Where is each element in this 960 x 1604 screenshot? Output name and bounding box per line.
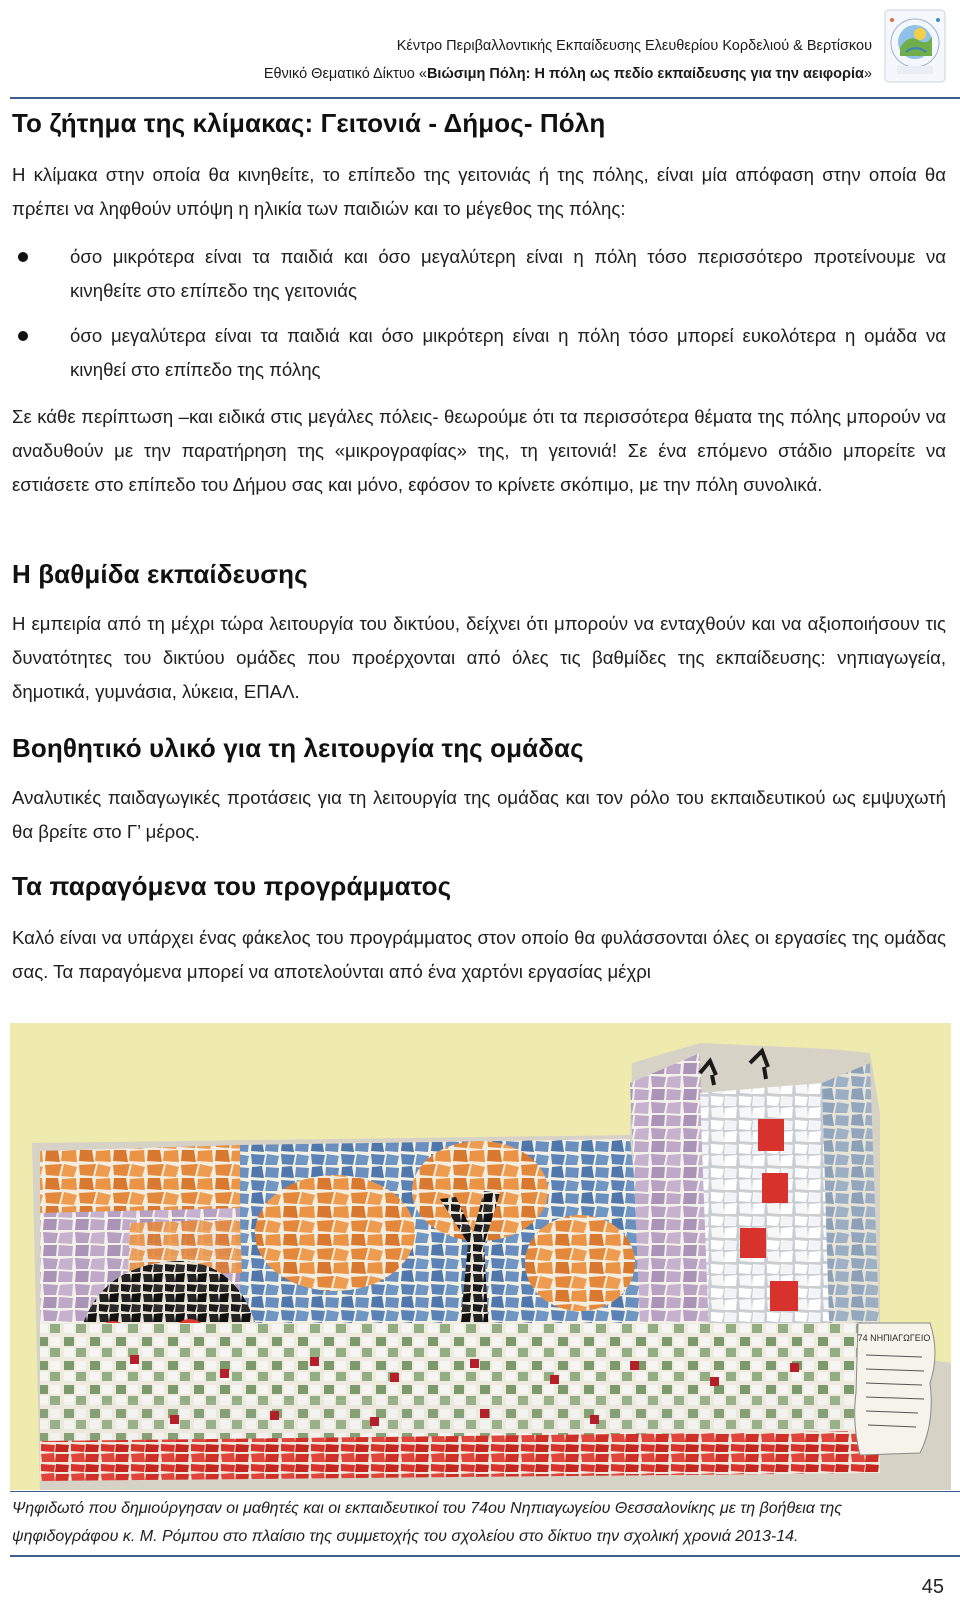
heading-support-material: Βοηθητικό υλικό για τη λειτουργία της ομάδας <box>12 733 584 763</box>
heading-scale: Το ζήτημα της κλίμακας: Γειτονιά - Δήμος- Πόλη <box>12 108 606 138</box>
paragraph-program-products: Καλό είναι να υπάρχει ένας φάκελος του προγράμματος στον οποίο θα φυλάσσονται όλες οι εργασίες της ομάδας σας. Τα παραγόμενα μπορεί να αποτελούνται από ένα χαρτόνι εργασίας μέχρι <box>12 927 946 982</box>
header-network-title: Βιώσιμη Πόλη: Η πόλη ως πεδίο εκπαίδευσης για την αειφορία <box>426 66 864 82</box>
paragraph-scale-intro: Η κλίμακα στην οποία θα κινηθείτε, το επίπεδο της γειτονιάς ή της πόλης, είναι μία απόφαση στην οποία θα πρέπει να ληφθούν υπόψη η ηλικία των παιδιών και το μέγεθος της πόλης: <box>12 164 946 219</box>
figure-caption: Ψηφιδωτό που δημιούργησαν οι μαθητές και οι εκπαιδευτικοί του 74ου Νηπιαγωγείου Θεσσαλονίκης με τη βοήθεια της ψηφιδογράφου κ. Μ. Ρόμπου στο πλαίσιο της συμμετοχής του σχολείου στο δίκτυο την σχολική χρονιά 2013-14. <box>12 1500 842 1545</box>
mosaic-plaque <box>855 1323 935 1455</box>
bullet-icon <box>18 331 28 341</box>
mosaic-photo <box>10 1023 951 1490</box>
page-number: 45 <box>921 1576 944 1598</box>
list-item: όσο μεγαλύτερα είναι τα παιδιά και όσο μικρότερη είναι η πόλη τόσο μπορεί ευκολότερα η ομάδα να κινηθεί στο επίπεδο της πόλης <box>70 325 946 380</box>
header-rule <box>10 97 960 99</box>
header-network-prefix: Εθνικό Θεματικό Δίκτυο « <box>263 66 427 82</box>
heading-program-products: Τα παραγόμενα του προγράμματος <box>12 871 452 901</box>
paragraph-education-level: Η εμπειρία από τη μέχρι τώρα λειτουργία του δικτύου, δείχνει ότι μπορούν να ενταχθούν και να αξιοποιήσουν τις δυνατότητες του δικτύου ομάδες που προέρχονται από όλες τις βαθμίδες της εκπαίδευσης: νηπιαγωγεία, δημοτικά, γυμνάσια, λύκεια, ΕΠΑΛ. <box>12 613 946 702</box>
paragraph-support-material: Αναλυτικές παιδαγωγικές προτάσεις για τη λειτουργία της ομάδας και τον ρόλο του εκπαιδευτικού ως εμψυχωτή θα βρείτε στο Γ’ μέρος. <box>12 787 946 842</box>
page-header <box>0 0 960 100</box>
bullet-icon <box>18 252 28 262</box>
caption-top-rule <box>10 1491 960 1492</box>
mosaic-image <box>10 1023 951 1490</box>
footer-rule <box>10 1555 960 1557</box>
heading-education-level: Η βαθμίδα εκπαίδευσης <box>12 559 308 589</box>
header-network-suffix: » <box>863 66 872 82</box>
header-organization: Κέντρο Περιβαλλοντικής Εκπαίδευσης Ελευθερίου Κορδελιού & Βερτίσκου <box>396 38 872 54</box>
header-network <box>264 66 872 82</box>
paragraph-scale-closing: Σε κάθε περίπτωση –και ειδικά στις μεγάλες πόλεις- θεωρούμε ότι τα περισσότερα θέματα της πόλης μπορούν να αναδυθούν με την παρατήρηση της «μικρογραφίας» της, τη γειτονιά! Σε ένα επόμενο στάδιο μπορείτε να εστιάσετε στο επίπεδο του Δήμου σας και μόνο, εφόσον το κρίνετε σκόπιμο, με την πόλη συνολικά. <box>12 406 946 495</box>
mosaic-plaque-text: 74 ΝΗΠΙΑΓΩΓΕΙΟ <box>857 1333 931 1343</box>
list-item: όσο μικρότερα είναι τα παιδιά και όσο μεγαλύτερη είναι η πόλη τόσο περισσότερο προτείνουμε να κινηθείτε στο επίπεδο της γειτονιάς <box>70 246 946 301</box>
network-logo-icon <box>882 6 948 86</box>
